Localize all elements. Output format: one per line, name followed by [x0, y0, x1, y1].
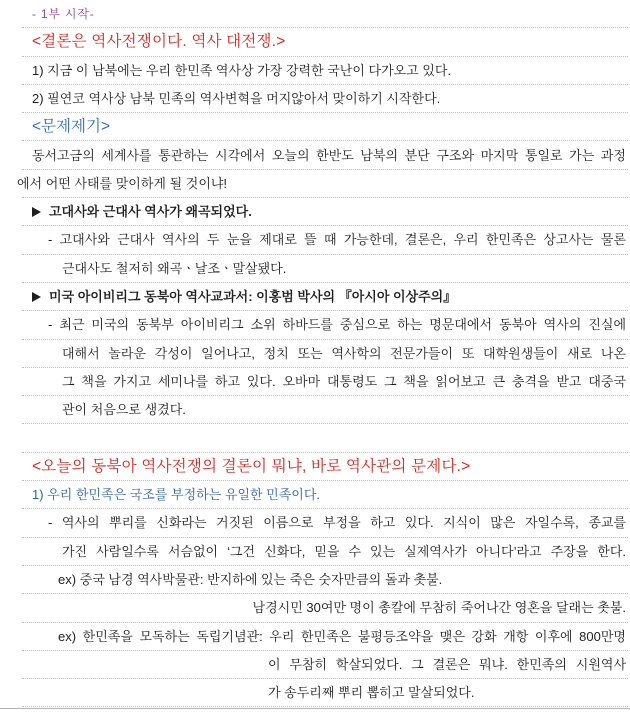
topic-heading-row [0, 283, 630, 311]
paragraph-line: 에서 어떤 사태를 맞이하게 될 것이냐! [17, 175, 228, 191]
topic-heading-row [0, 198, 630, 226]
topic-body-line: 근대사도 철저히 왜곡ㆍ날조ㆍ말살됐다. [62, 260, 287, 276]
example-continuation-line: 이 무참히 학살되었다. 그 결론은 뭐냐. 한민족의 시원역사 [268, 656, 626, 672]
history-war-heading: <오늘의 동북아 역사전쟁의 결론이 뭐냐, 바로 역사관의 문제다.> [32, 457, 471, 475]
conclusion-heading: <결론은 역사전쟁이다. 역사 대전쟁.> [32, 33, 286, 51]
body-line: - 역사의 뿌리를 신화라는 거짓된 이름으로 부정을 하고 있다. 지식이 많은 자일수록, 종교를 [48, 515, 626, 531]
text-line [0, 170, 630, 198]
text-line [0, 651, 630, 679]
text-line [0, 0, 630, 28]
topic-body-line: - 고대사와 근대사 역사의 두 눈을 제대로 뜰 때 가능한데, 결론은, 우리 한민족은 상고사는 물론 [48, 232, 626, 248]
text-line [0, 311, 630, 339]
text-line [0, 85, 630, 113]
part-marker: - 1부 시작- [32, 7, 95, 21]
text-line [0, 113, 630, 141]
numbered-point: 1) 지금 이 남북에는 우리 한민족 역사상 가장 강력한 국난이 다가오고 있다. [32, 62, 452, 78]
text-line [0, 594, 630, 622]
topic-body-line: - 최근 미국의 동북부 아이비리그 소위 하바드를 중심으로 하는 명문대에서 동북아 역사의 진실에 [48, 317, 626, 333]
text-line [0, 481, 630, 509]
example-line: ex) 중국 남경 역사박물관: 반지하에 있는 죽은 숫자만큼의 돌과 촛불. [58, 572, 443, 587]
history-war-point: 1) 우리 한민족은 국조를 부정하는 유일한 민족이다. [32, 487, 321, 503]
text-line [0, 368, 630, 396]
body-line: 가진 사람일수록 서슴없이 ‘그건 신화다, 믿을 수 있는 실제역사가 아니다’라고 주장을 한다. [62, 543, 626, 559]
topic-body-line: 관이 처음으로 생겼다. [62, 402, 186, 418]
topic-title: 미국 아이비리그 동북아 역사교과서: 이홍범 박사의 『아시아 이상주의』 [49, 289, 457, 304]
text-line [0, 28, 630, 56]
text-line [0, 226, 630, 254]
text-line [0, 142, 630, 170]
text-line [0, 509, 630, 537]
problem-statement-heading: <문제제기> [32, 118, 110, 136]
text-line [0, 453, 630, 481]
paragraph-line: 동서고금의 세계사를 통관하는 시각에서 오늘의 한반도 남북의 분단 구조와 마지막 통일로 가는 과정 [32, 147, 626, 163]
text-line [0, 566, 630, 594]
numbered-point: 2) 필연코 역사상 남북 민족의 역사변혁을 머지않아서 맞이하기 시작한다. [32, 90, 441, 106]
blank-line [0, 425, 630, 453]
page-bottom-rule [0, 708, 630, 709]
topic-title: 고대사와 근대사 역사가 왜곡되었다. [49, 204, 252, 220]
text-line [0, 340, 630, 368]
text-line [0, 538, 630, 566]
text-line [0, 255, 630, 283]
triangle-right-icon [32, 207, 49, 217]
example-line: ex) 한민족을 모독하는 독립기념관: 우리 한민족은 불평등조약을 맺은 강화 개항 이후에 800만명 [58, 628, 626, 644]
text-line [0, 679, 630, 707]
triangle-right-icon [32, 292, 49, 302]
text-line [0, 396, 630, 424]
topic-body-line: 그 책을 가지고 세미나를 하고 있다. 오바마 대통령도 그 책을 읽어보고 큰 충격을 받고 대중국 [62, 373, 626, 389]
text-line [0, 623, 630, 651]
topic-body-line: 대해서 놀라운 각성이 일어나고, 정치 또는 역사학의 전문가들이 또 대학원생들이 새로 나온 [62, 345, 626, 361]
example-continuation-line: 남경시민 30여만 명이 총칼에 무참히 죽어나간 영혼을 달래는 촛불. [252, 600, 626, 616]
text-line [0, 57, 630, 85]
example-continuation-line: 가 송두리째 뿌리 뽑히고 말살되었다. [268, 685, 475, 701]
